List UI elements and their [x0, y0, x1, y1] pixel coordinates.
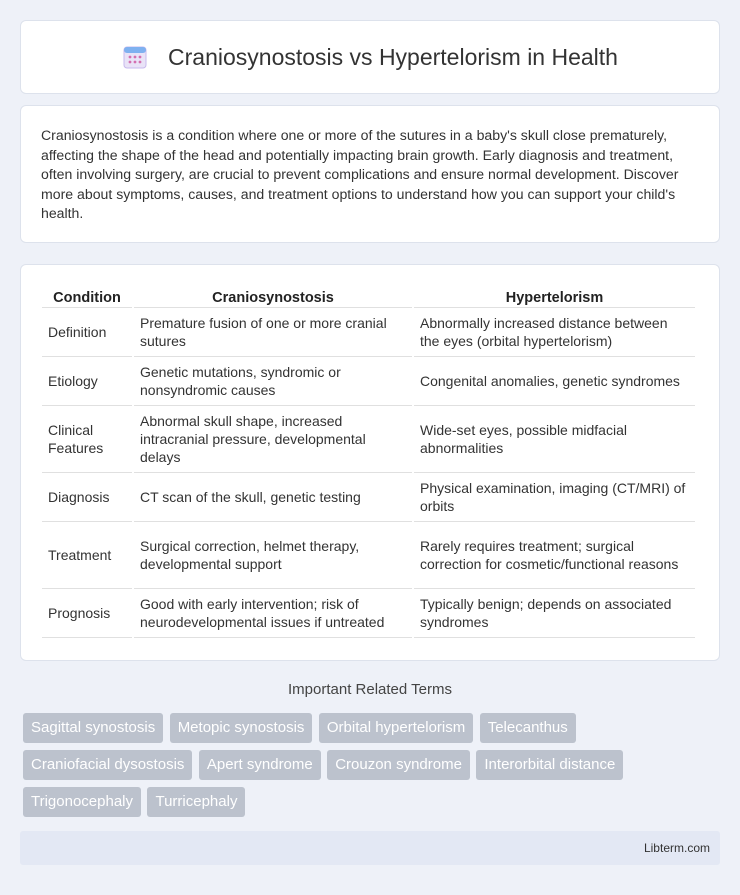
comparison-table [40, 281, 697, 638]
table-row [42, 473, 695, 522]
column-header: Craniosynostosis [134, 281, 412, 308]
table-cell: CT scan of the skull, genetic testing [134, 473, 412, 522]
table-cell: Good with early intervention; risk of neurodevelopmental issues if untreated [134, 589, 412, 638]
table-cell: Genetic mutations, syndromic or nonsyndromic causes [134, 357, 412, 406]
table-cell: Typically benign; depends on associated syndromes [414, 589, 695, 638]
term-tag[interactable]: Interorbital distance [476, 750, 623, 780]
table-row [42, 589, 695, 638]
header-card [20, 20, 720, 94]
footer-site-link[interactable]: Libterm.com [643, 841, 710, 855]
intro-text: Craniosynostosis is a condition where one or more of the sutures in a baby's skull close prematurely, affecting the shape of the head and potentially impacting brain growth. Early diagnosis and treatment, often involving surgery, are crucial to prevent complications and ensure normal development. Discover more about symptoms, causes, and treatment options to understand how you can support your child's health. [41, 127, 679, 221]
table-cell: Congenital anomalies, genetic syndromes [414, 357, 695, 406]
table-row [42, 522, 695, 589]
table-row [42, 357, 695, 406]
table-cell: Diagnosis [42, 473, 132, 522]
calendar-icon [122, 44, 148, 70]
intro-card [20, 105, 720, 243]
table-cell: Prognosis [42, 589, 132, 638]
page-title: Craniosynostosis vs Hypertelorism in Health [168, 43, 618, 70]
table-cell: Etiology [42, 357, 132, 406]
term-tag[interactable]: Apert syndrome [199, 750, 321, 780]
table-cell: Definition [42, 308, 132, 357]
table-cell: Premature fusion of one or more cranial sutures [134, 308, 412, 357]
term-tag[interactable]: Craniofacial dysostosis [23, 750, 192, 780]
table-cell: Clinical Features [42, 406, 132, 473]
term-tag[interactable]: Trigonocephaly [23, 787, 141, 817]
term-tag[interactable]: Sagittal synostosis [23, 713, 163, 743]
table-row [42, 308, 695, 357]
term-tag[interactable]: Telecanthus [480, 713, 576, 743]
column-header: Condition [42, 281, 132, 308]
column-header: Hypertelorism [414, 281, 695, 308]
table-cell: Wide-set eyes, possible midfacial abnormalities [414, 406, 695, 473]
term-tag[interactable]: Crouzon syndrome [327, 750, 470, 780]
table-header-row [42, 281, 695, 308]
table-cell: Treatment [42, 522, 132, 589]
table-row [42, 406, 695, 473]
table-cell: Rarely requires treatment; surgical correction for cosmetic/functional reasons [414, 522, 695, 589]
comparison-table-card [20, 264, 720, 661]
term-tag[interactable]: Orbital hypertelorism [319, 713, 473, 743]
related-terms-title: Important Related Terms [288, 681, 452, 698]
footer [20, 831, 720, 865]
term-tag[interactable]: Metopic synostosis [170, 713, 313, 743]
table-cell: Surgical correction, helmet therapy, developmental support [134, 522, 412, 589]
table-cell: Abnormally increased distance between the eyes (orbital hypertelorism) [414, 308, 695, 357]
table-cell: Abnormal skull shape, increased intracranial pressure, developmental delays [134, 406, 412, 473]
related-terms-list [23, 713, 723, 824]
term-tag[interactable]: Turricephaly [147, 787, 245, 817]
table-cell: Physical examination, imaging (CT/MRI) of orbits [414, 473, 695, 522]
